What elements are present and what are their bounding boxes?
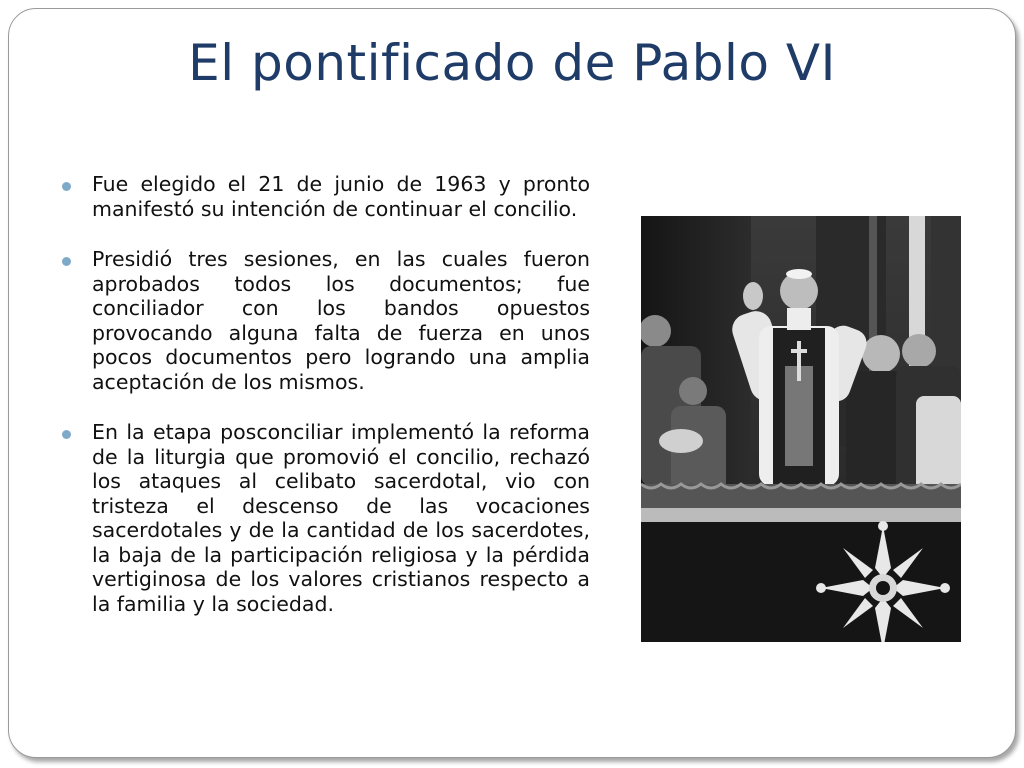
bullet-item <box>62 172 590 221</box>
bullet-list <box>62 172 590 642</box>
slide-title: El pontificado de Pablo VI <box>188 34 836 92</box>
bullet-text: Fue elegido el 21 de junio de 1963 y pronto manifestó su intención de continuar el concilio. <box>92 172 590 221</box>
bullet-text: Presidió tres sesiones, en las cuales fueron aprobados todos los documentos; fue conciliador con los bandos opuestos provocando alguna falta de fuerza en unos pocos documentos pero logrando una amplia aceptación de los mismos. <box>92 247 590 394</box>
bullet-item <box>62 420 590 616</box>
bullet-dot-icon <box>62 430 71 439</box>
bullet-item <box>62 247 590 394</box>
bullet-dot-icon <box>62 257 71 266</box>
pope-balcony-photo <box>641 216 961 642</box>
bullet-dot-icon <box>62 182 71 191</box>
bullet-text: En la etapa posconciliar implementó la reforma de la liturgia que promovió el concilio, rechazó los ataques al celibato sacerdotal, vio con tristeza el descenso de las vocaciones sacerdotales y de la cantidad de los sacerdotes, la baja de la participación religiosa y la pérdida vertiginosa de los valores cristianos respecto a la familia y la sociedad. <box>92 420 590 616</box>
